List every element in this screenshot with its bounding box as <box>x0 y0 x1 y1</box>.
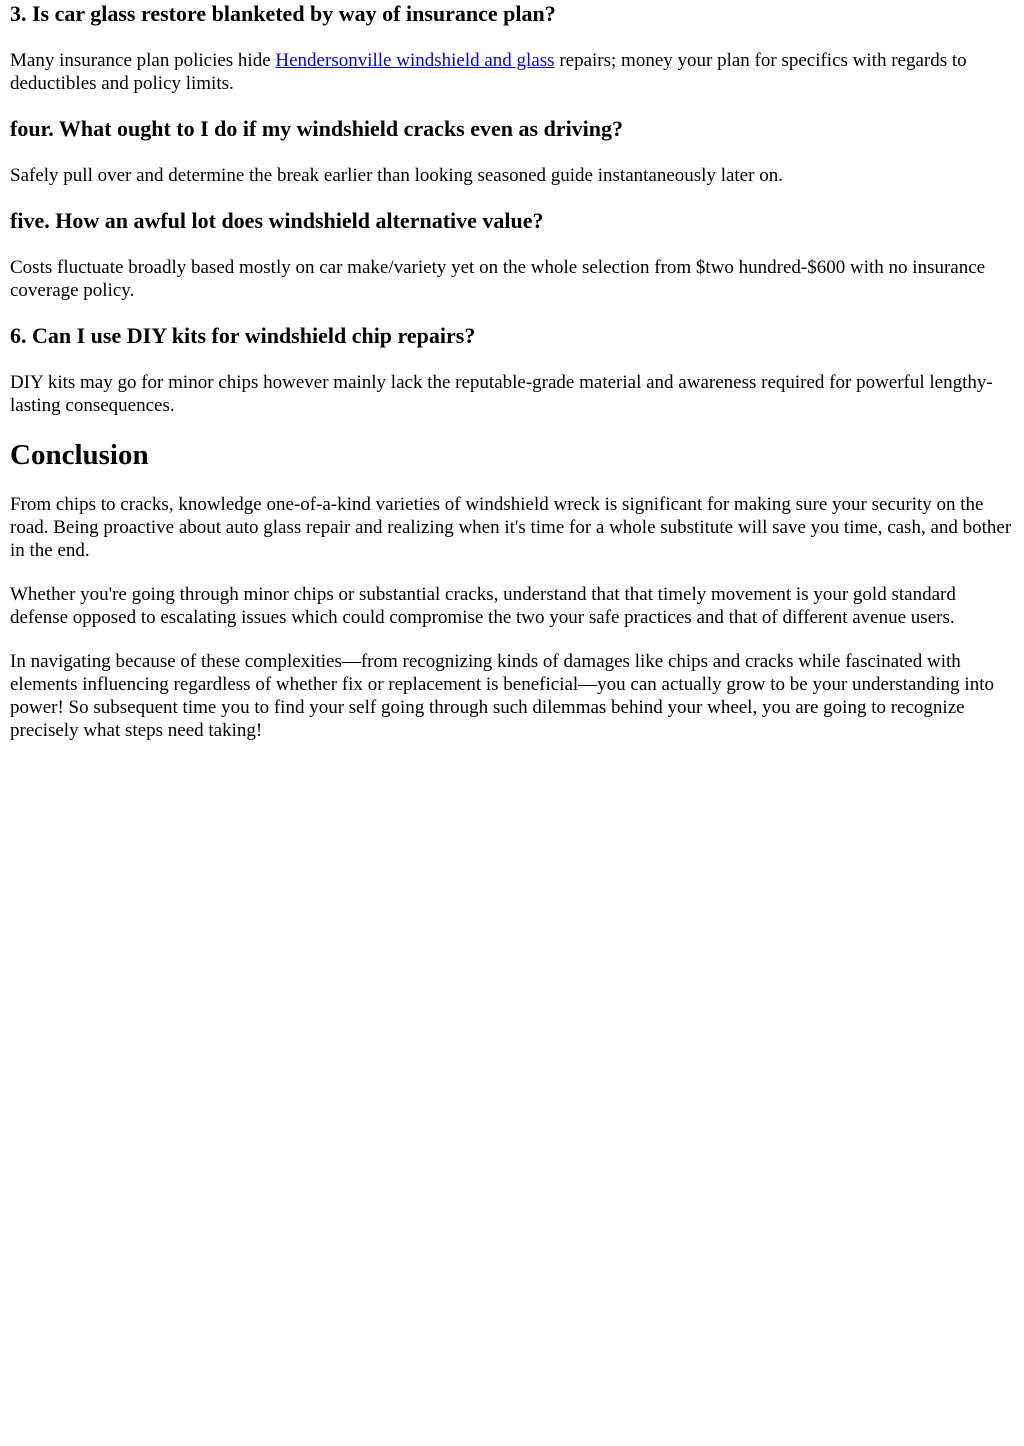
faq-answer: Safely pull over and determine the break earlier than looking seasoned guide instantaneously later on. <box>10 165 783 186</box>
conclusion-paragraph: Whether you're going through minor chips or substantial cracks, understand that that timely movement is your gold standard defense opposed to escalating issues which could compromise the two your safe practices and that of different avenue users. <box>10 584 956 628</box>
faq-question: four. What ought to I do if my windshield cracks even as driving? <box>10 116 624 141</box>
conclusion-paragraph: From chips to cracks, knowledge one-of-a-kind varieties of windshield wreck is significant for making sure your security on the road. Being proactive about auto glass repair and realizing when it's time for a whole substitute will save you time, cash, and bother in the end. <box>10 494 1012 561</box>
faq-item-5 <box>10 208 1014 302</box>
faq-item-6 <box>10 323 1014 417</box>
faq-answer: Costs fluctuate broadly based mostly on car make/variety yet on the whole selection from $two hundred-$600 with no insurance coverage policy. <box>10 257 986 301</box>
faq-answer-text: repairs; money your plan for specifics with regards to deductibles and policy limits. <box>10 50 967 94</box>
faq-answer-text: Many insurance plan policies hide <box>10 50 276 71</box>
hendersonville-glass-link[interactable]: Hendersonville windshield and glass <box>275 50 555 71</box>
faq-answer <box>10 49 1014 95</box>
conclusion-section <box>10 438 1014 742</box>
faq-question: 3. Is car glass restore blanketed by way of insurance plan? <box>10 1 556 26</box>
faq-question: five. How an awful lot does windshield alternative value? <box>10 208 544 233</box>
conclusion-heading: Conclusion <box>10 439 149 471</box>
article-page <box>10 0 1014 742</box>
faq-item-4 <box>10 116 1014 187</box>
conclusion-paragraph: In navigating because of these complexities—from recognizing kinds of damages like chips and cracks while fascinated with elements influencing regardless of whether fix or replacement is beneficial—you can actually grow to be your understanding into power! So subsequent time you to find your self going through such dilemmas behind your wheel, you are going to recognize precisely what steps need taking! <box>10 651 994 741</box>
faq-answer: DIY kits may go for minor chips however mainly lack the reputable-grade material and awareness required for powerful lengthy-lasting consequences. <box>10 372 993 416</box>
faq-question: 6. Can I use DIY kits for windshield chip repairs? <box>10 323 476 348</box>
faq-item-3 <box>10 1 1014 95</box>
